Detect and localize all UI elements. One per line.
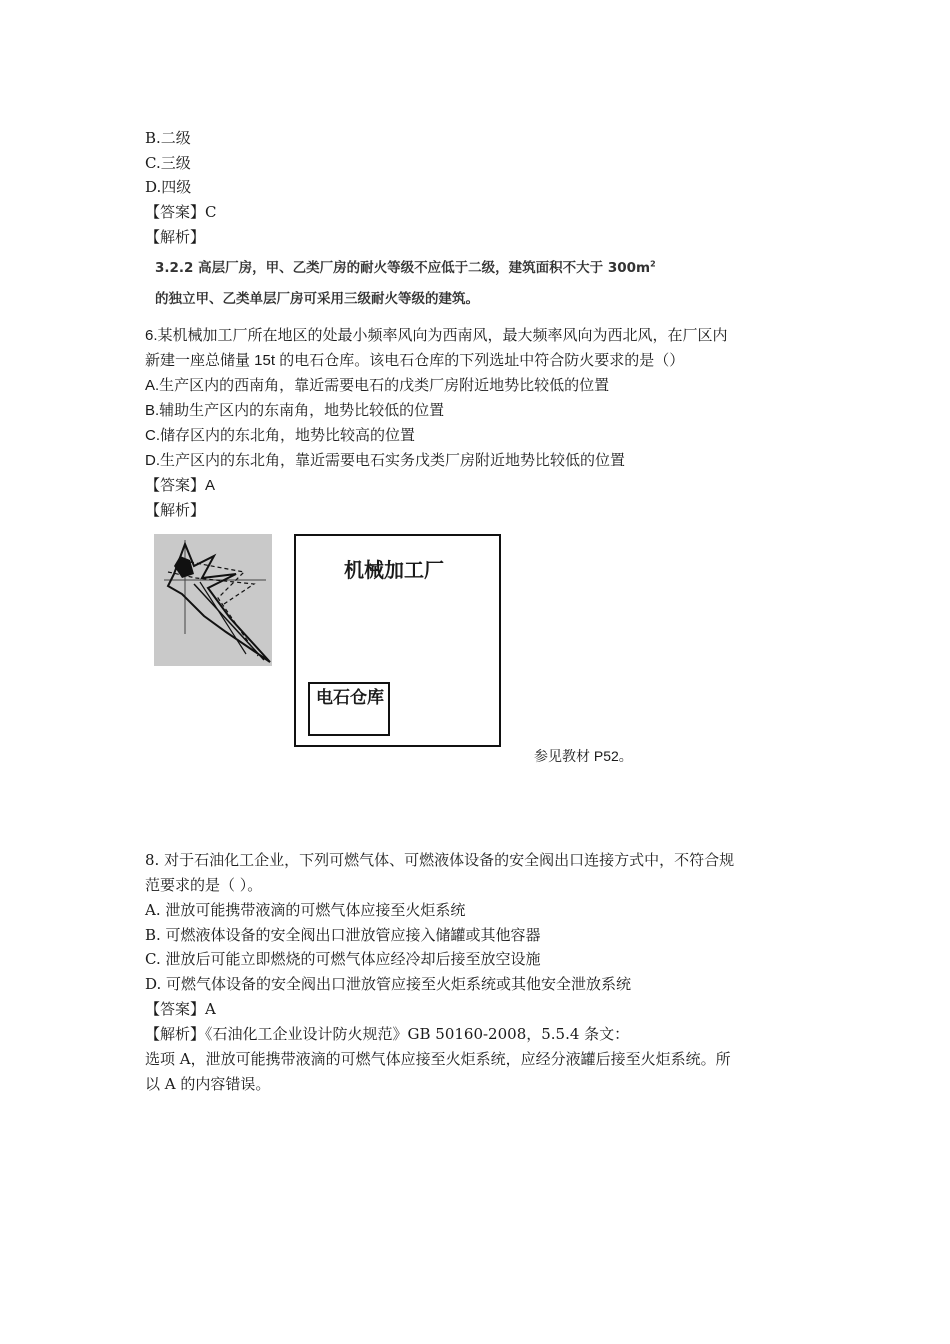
q5-excerpt-line2: 的独立甲、乙类单层厂房可采用三级耐火等级的建筑。 [155, 291, 479, 307]
q5-excerpt-text: 3.2.2 高层厂房，甲、乙类厂房的耐火等级不应低于二级，建筑面积不大于 300m [155, 260, 651, 276]
plant-label: 机械加工厂 [344, 558, 444, 582]
plant-layout-diagram [294, 534, 501, 747]
textbook-reference: 参见教材 P52。 [534, 748, 633, 764]
q5-analysis-label: 【解析】 [145, 228, 206, 246]
q8-analysis-line2: 选项 A，泄放可能携带液滴的可燃气体应接至火炬系统，应经分液罐后接至火炬系统。所 [145, 1050, 731, 1068]
q8-answer: 【答案】A [145, 1000, 216, 1018]
q5-option-d: D.四级 [145, 178, 192, 196]
q6-stem-line1: 6.某机械加工厂所在地区的处最小频率风向为西南风，最大频率风向为西北风，在厂区内 [145, 327, 728, 344]
q5-option-b: B.二级 [145, 129, 191, 147]
q6-stem-line2: 新建一座总储量 15t 的电石仓库。该电石仓库的下列选址中符合防火要求的是（） [145, 352, 685, 369]
q5-answer: 【答案】C [145, 203, 217, 221]
storage-warehouse-box [308, 682, 390, 736]
q8-analysis-line1: 【解析】《石油化工企业设计防火规范》GB 50160-2008，5.5.4 条文： [145, 1025, 630, 1043]
q6-analysis-label: 【解析】 [145, 502, 206, 519]
q6-option-a: A.生产区内的西南角，靠近需要电石的戊类厂房附近地势比较低的位置 [145, 377, 610, 394]
q6-option-b: B.辅助生产区内的东南角，地势比较低的位置 [145, 402, 445, 419]
q5-option-c: C.三级 [145, 154, 191, 172]
q8-option-b: B. 可燃液体设备的安全阀出口泄放管应接入储罐或其他容器 [145, 926, 541, 944]
q8-option-a: A. 泄放可能携带液滴的可燃气体应接至火炬系统 [145, 901, 466, 919]
q8-option-d: D. 可燃气体设备的安全阀出口泄放管应接至火炬系统或其他安全泄放系统 [145, 975, 632, 993]
storage-label: 电石仓库 [316, 688, 384, 708]
q8-stem-line1: 8. 对于石油化工企业，下列可燃气体、可燃液体设备的安全阀出口连接方式中，不符合规 [145, 851, 735, 869]
q5-excerpt-line1 [155, 256, 656, 276]
q6-option-c: C.储存区内的东北角，地势比较高的位置 [145, 427, 416, 444]
wind-rose-diagram [154, 534, 272, 666]
q5-excerpt-sup: 2 [650, 259, 656, 269]
wind-rose-icon [154, 534, 272, 666]
q8-stem-line2: 范要求的是（ ）。 [145, 876, 263, 894]
q8-option-c: C. 泄放后可能立即燃烧的可燃气体应经冷却后接至放空设施 [145, 950, 541, 968]
q8-analysis-line3: 以 A 的内容错误。 [145, 1075, 271, 1093]
q6-option-d: D.生产区内的东北角，靠近需要电石实务戊类厂房附近地势比较低的位置 [145, 452, 626, 469]
q6-answer: 【答案】A [145, 477, 216, 494]
